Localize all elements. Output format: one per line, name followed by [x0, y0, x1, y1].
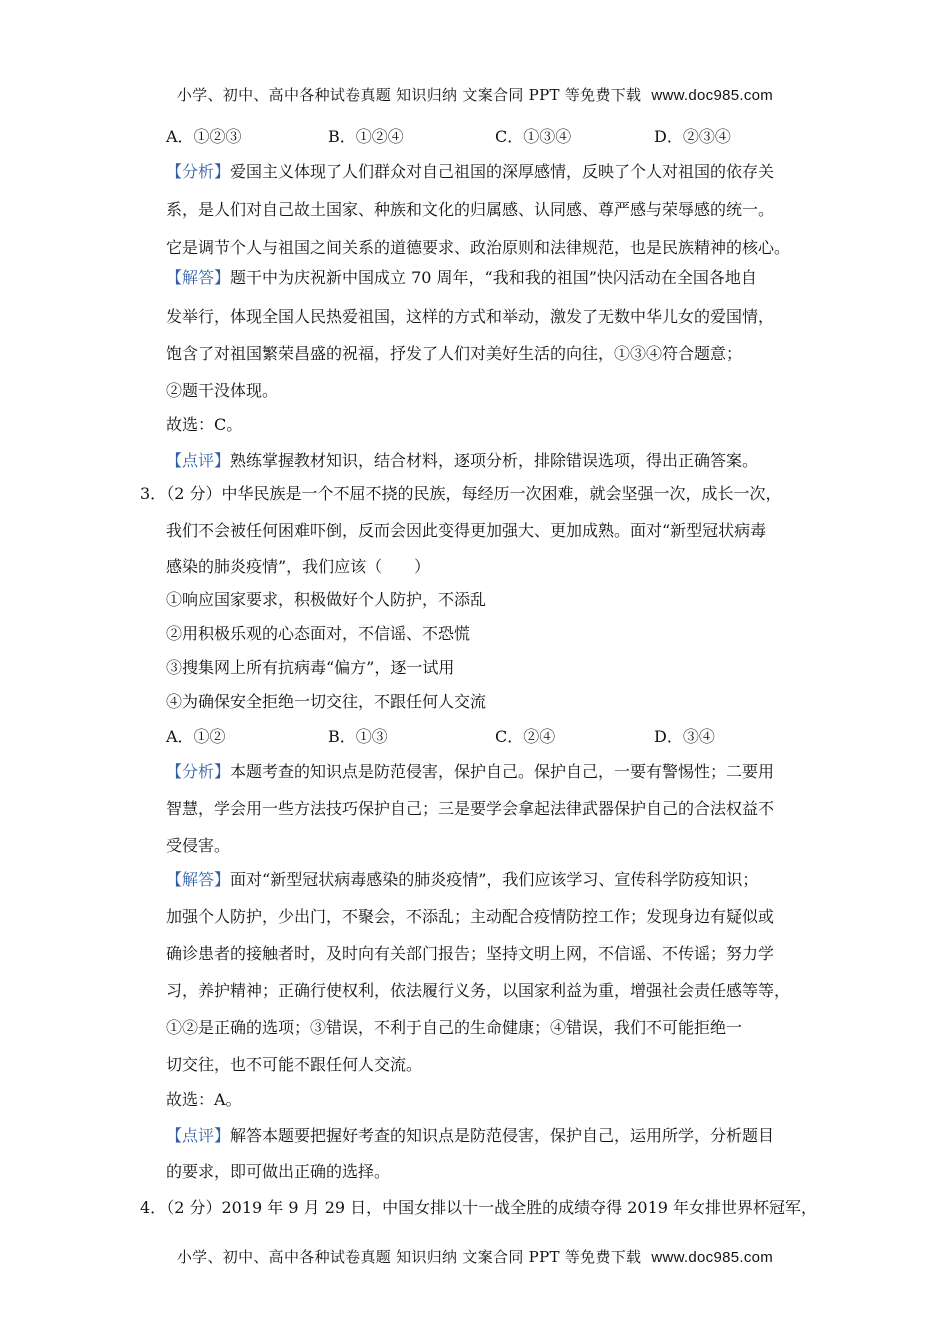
q2-option-d: D．②③④	[654, 127, 731, 146]
q3-answer-line: 习，养护精神；正确行使权利，依法履行义务，以国家利益为重，增强社会责任感等等，	[166, 981, 791, 1000]
q3-analysis-line: 智慧，学会用一些方法技巧保护自己；三是要学会拿起法律武器保护自己的合法权益不	[166, 799, 775, 818]
q2-answer-line: 【解答】题干中为庆祝新中国成立 70 周年，“我和我的祖国”快闪活动在全国各地自	[166, 268, 757, 287]
footer-url[interactable]: www.doc985.com	[651, 1249, 774, 1266]
header-url[interactable]: www.doc985.com	[651, 87, 774, 104]
q2-answer-line: ②题干没体现。	[166, 381, 279, 400]
q3-comment-label: 【点评】	[166, 1126, 231, 1145]
q3-stem-line: 3．（2 分）中华民族是一个不屈不挠的民族，每经历一次困难，就会坚强一次，成长一次，	[140, 484, 782, 503]
q3-analysis-line: 受侵害。	[166, 836, 231, 855]
q3-option-d: D．③④	[654, 727, 715, 746]
q3-answer-line: 【解答】面对“新型冠状病毒感染的肺炎疫情”，我们应该学习、宣传科学防疫知识；	[166, 870, 759, 889]
q2-answer-label: 【解答】	[166, 268, 231, 287]
q3-option-c: C．②④	[495, 727, 556, 746]
q2-analysis-label: 【分析】	[166, 162, 231, 181]
q3-option-a: A．①②	[166, 727, 226, 746]
q2-analysis-line: 它是调节个人与祖国之间关系的道德要求、政治原则和法律规范，也是民族精神的核心。	[166, 238, 791, 257]
q2-analysis-line: 【分析】爱国主义体现了人们群众对自己祖国的深厚感情，反映了个人对祖国的依存关	[166, 162, 775, 181]
footer-text: 小学、初中、高中各种试卷真题 知识归纳 文案合同 PPT 等免费下载	[176, 1248, 642, 1266]
q3-stem-line: 感染的肺炎疫情”，我们应该（ ）	[166, 557, 431, 576]
q3-item: ①响应国家要求，积极做好个人防护，不添乱	[166, 590, 487, 609]
page-footer	[0, 1246, 950, 1267]
q3-answer-line: ①②是正确的选项；③错误，不利于自己的生命健康；④错误，我们不可能拒绝一	[166, 1018, 743, 1037]
q4-number: 4．	[140, 1198, 167, 1217]
q3-choice: 故选：A。	[166, 1090, 242, 1109]
q2-option-b: B．①②④	[328, 127, 404, 146]
header-text: 小学、初中、高中各种试卷真题 知识归纳 文案合同 PPT 等免费下载	[176, 86, 642, 104]
q3-answer-line: 切交往，也不可能不跟任何人交流。	[166, 1055, 423, 1074]
q3-comment-line: 【点评】解答本题要把握好考查的知识点是防范侵害，保护自己，运用所学，分析题目	[166, 1126, 775, 1145]
q3-comment-line: 的要求，即可做出正确的选择。	[166, 1162, 391, 1181]
q2-analysis-line: 系，是人们对自己故土国家、种族和文化的归属感、认同感、尊严感与荣辱感的统一。	[166, 200, 775, 219]
q3-answer-line: 确诊患者的接触者时，及时向有关部门报告；坚持文明上网，不信谣、不传谣；努力学	[166, 944, 775, 963]
q2-answer-line: 发举行，体现全国人民热爱祖国，这样的方式和举动，激发了无数中华儿女的爱国情，	[166, 307, 775, 326]
q2-comment-line: 【点评】熟练掌握教材知识，结合材料，逐项分析，排除错误选项，得出正确答案。	[166, 451, 759, 470]
q3-analysis-label: 【分析】	[166, 762, 231, 781]
q3-answer-label: 【解答】	[166, 870, 231, 889]
page-header	[0, 84, 950, 105]
q3-option-b: B．①③	[328, 727, 388, 746]
q4-stem-line: 4．（2 分）2019 年 9 月 29 日，中国女排以十一战全胜的成绩夺得 2019 年女排世界杯冠军，	[140, 1198, 818, 1217]
q2-option-c: C．①③④	[495, 127, 572, 146]
q3-answer-line: 加强个人防护，少出门，不聚会，不添乱；主动配合疫情防控工作；发现身边有疑似或	[166, 907, 775, 926]
q3-stem-line: 我们不会被任何困难吓倒，反而会因此变得更加强大、更加成熟。面对“新型冠状病毒	[166, 521, 767, 540]
q2-comment-label: 【点评】	[166, 451, 231, 470]
q3-analysis-line: 【分析】本题考查的知识点是防范侵害，保护自己。保护自己，一要有警惕性；二要用	[166, 762, 775, 781]
q2-choice: 故选：C。	[166, 415, 243, 434]
q3-item: ④为确保安全拒绝一切交往，不跟任何人交流	[166, 692, 487, 711]
q3-item: ②用积极乐观的心态面对，不信谣、不恐慌	[166, 624, 471, 643]
q2-option-a: A．①②③	[166, 127, 242, 146]
q2-answer-line: 饱含了对祖国繁荣昌盛的祝福，抒发了人们对美好生活的向往，①③④符合题意；	[166, 344, 743, 363]
q3-number: 3．	[140, 484, 167, 503]
q3-item: ③搜集网上所有抗病毒“偏方”，逐一试用	[166, 658, 455, 677]
